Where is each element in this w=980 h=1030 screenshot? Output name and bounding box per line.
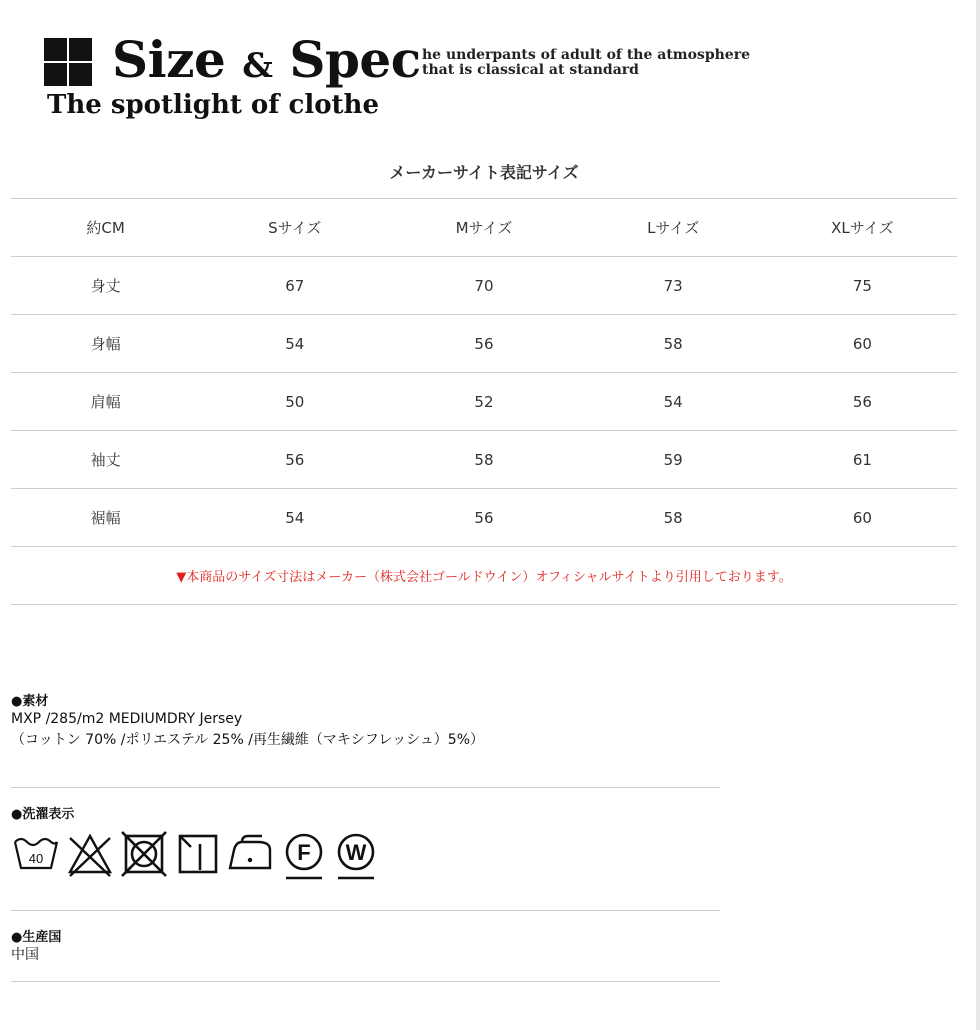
table-cell: 67 <box>200 257 389 315</box>
column-header: 約CM <box>11 199 200 257</box>
table-cell: 60 <box>768 315 957 373</box>
table-cell: 54 <box>579 373 768 431</box>
wash-temp-text: 40 <box>28 851 44 866</box>
material-section <box>11 690 720 751</box>
material-line-1: MXP /285/m2 MEDIUMDRY Jersey <box>11 711 243 727</box>
care-icons-row <box>12 830 392 886</box>
line-dry-shade-icon <box>174 830 222 878</box>
material-label: ●素材 <box>11 694 49 709</box>
table-cell: 52 <box>389 373 578 431</box>
size-table <box>11 198 957 605</box>
care-section <box>11 803 720 822</box>
table-cell: 54 <box>200 489 389 547</box>
table-cell: 58 <box>389 431 578 489</box>
divider <box>11 787 720 788</box>
brand-tagline <box>422 48 750 78</box>
divider <box>11 981 720 982</box>
table-cell: 56 <box>389 315 578 373</box>
dry-clean-letter: F <box>297 840 311 865</box>
row-label: 肩幅 <box>11 373 200 431</box>
wet-clean-w-icon <box>332 830 380 884</box>
table-row <box>11 373 957 431</box>
size-table-header-row <box>11 199 957 257</box>
table-cell: 56 <box>200 431 389 489</box>
brand-title <box>112 30 421 89</box>
column-header: XLサイズ <box>768 199 957 257</box>
column-header: Sサイズ <box>200 199 389 257</box>
row-label: 袖丈 <box>11 431 200 489</box>
dry-clean-f-icon <box>280 830 328 884</box>
size-table-title: メーカーサイト表記サイズ <box>389 163 579 182</box>
table-cell: 56 <box>768 373 957 431</box>
table-row <box>11 257 957 315</box>
brand-ampersand: & <box>242 46 273 86</box>
table-cell: 73 <box>579 257 768 315</box>
size-note-row <box>11 547 957 605</box>
size-source-note: ▼本商品のサイズ寸法はメーカー（株式会社ゴールドウイン）オフィシャルサイトより引用しております。 <box>11 547 957 605</box>
brand-subtitle: The spotlight of clothe <box>47 90 379 120</box>
no-bleach-icon <box>66 830 114 878</box>
table-cell: 61 <box>768 431 957 489</box>
iron-low-icon <box>226 830 274 878</box>
tagline-line-1: he underpants of adult of the atmosphere <box>422 47 750 63</box>
column-header: Lサイズ <box>579 199 768 257</box>
brand-logo-mark <box>44 38 92 86</box>
table-cell: 54 <box>200 315 389 373</box>
origin-label: ●生産国 <box>11 930 62 945</box>
divider <box>11 910 720 911</box>
table-cell: 60 <box>768 489 957 547</box>
table-row <box>11 431 957 489</box>
table-cell: 59 <box>579 431 768 489</box>
material-line-2: （コットン 70% /ポリエステル 25% /再生繊維（マキシフレッシュ）5%） <box>11 732 485 748</box>
table-cell: 70 <box>389 257 578 315</box>
no-tumble-dry-icon <box>120 830 168 878</box>
tagline-line-2: that is classical at standard <box>422 62 639 78</box>
brand-word-spec: Spec <box>289 30 421 89</box>
origin-section <box>11 926 720 966</box>
row-label: 身丈 <box>11 257 200 315</box>
table-row <box>11 489 957 547</box>
table-cell: 58 <box>579 489 768 547</box>
row-label: 裾幅 <box>11 489 200 547</box>
table-row <box>11 315 957 373</box>
wet-clean-letter: W <box>345 840 367 865</box>
brand-word-size: Size <box>112 30 226 89</box>
wash-40-tub-icon <box>12 830 60 874</box>
care-label: ●洗濯表示 <box>11 807 75 822</box>
origin-value: 中国 <box>11 947 39 963</box>
table-cell: 56 <box>389 489 578 547</box>
row-label: 身幅 <box>11 315 200 373</box>
column-header: Mサイズ <box>389 199 578 257</box>
table-cell: 50 <box>200 373 389 431</box>
table-cell: 75 <box>768 257 957 315</box>
page-right-border <box>976 0 980 1030</box>
table-cell: 58 <box>579 315 768 373</box>
